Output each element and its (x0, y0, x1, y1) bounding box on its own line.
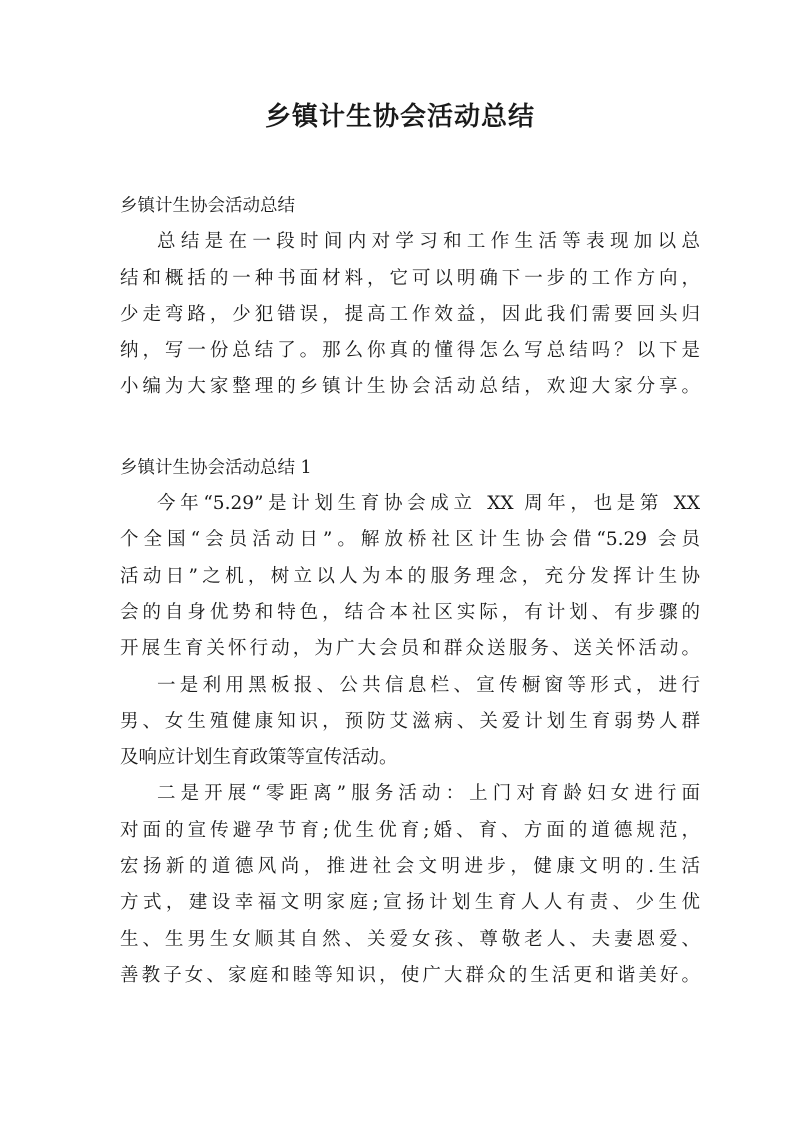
intro-line: 纳，写一份总结了。那么你真的懂得怎么写总结吗？以下是 (120, 340, 700, 362)
document-body (120, 188, 700, 994)
intro-line: 小编为大家整理的乡镇计生协会活动总结，欢迎大家分享。 (120, 376, 700, 398)
section1-heading: 乡镇计生协会活动总结 1 (120, 457, 312, 478)
paragraph-line: 生、生男生女顺其自然、关爱女孩、尊敬老人、夫妻恩爱、 (120, 928, 700, 950)
intro-heading: 乡镇计生协会活动总结 (120, 196, 295, 216)
paragraph-line: 个全国“会员活动日”。解放桥社区计生协会借“5.29 会员 (120, 529, 700, 551)
paragraph-line: 男、女生殖健康知识，预防艾滋病、关爱计划生育弱势人群 (120, 710, 700, 732)
intro-line: 少走弯路，少犯错误，提高工作效益，因此我们需要回头归 (120, 303, 700, 325)
paragraph-line: 今年“5.29”是计划生育协会成立 XX 周年，也是第 XX (157, 493, 700, 515)
paragraph-line: 会的自身优势和特色，结合本社区实际，有计划、有步骤的 (120, 601, 700, 623)
paragraph-line: 及响应计划生育政策等宣传活动。 (120, 747, 398, 769)
section-spacer (120, 406, 700, 450)
intro-line: 结和概括的一种书面材料，它可以明确下一步的工作方向， (120, 267, 700, 289)
document-title: 乡镇计生协会活动总结 (264, 102, 535, 132)
intro-line: 总结是在一段时间内对学习和工作生活等表现加以总 (157, 231, 700, 253)
paragraph-line: 宏扬新的道德风尚，推进社会文明进步，健康文明的.生活 (120, 856, 700, 878)
paragraph-line: 二是开展“零距离”服务活动：上门对育龄妇女进行面 (157, 783, 700, 805)
paragraph-line: 活动日”之机，树立以人为本的服务理念，充分发挥计生协 (120, 565, 700, 587)
paragraph-line: 对面的宣传避孕节育;优生优育;婚、育、方面的道德规范， (120, 819, 700, 841)
paragraph-line: 一是利用黑板报、公共信息栏、宣传橱窗等形式，进行 (157, 674, 700, 696)
paragraph-line: 方式，建设幸福文明家庭;宣扬计划生育人人有责、少生优 (120, 892, 700, 914)
paragraph-line: 善教子女、家庭和睦等知识，使广大群众的生活更和谐美好。 (120, 964, 700, 986)
paragraph-line: 开展生育关怀行动，为广大会员和群众送服务、送关怀活动。 (120, 638, 700, 660)
